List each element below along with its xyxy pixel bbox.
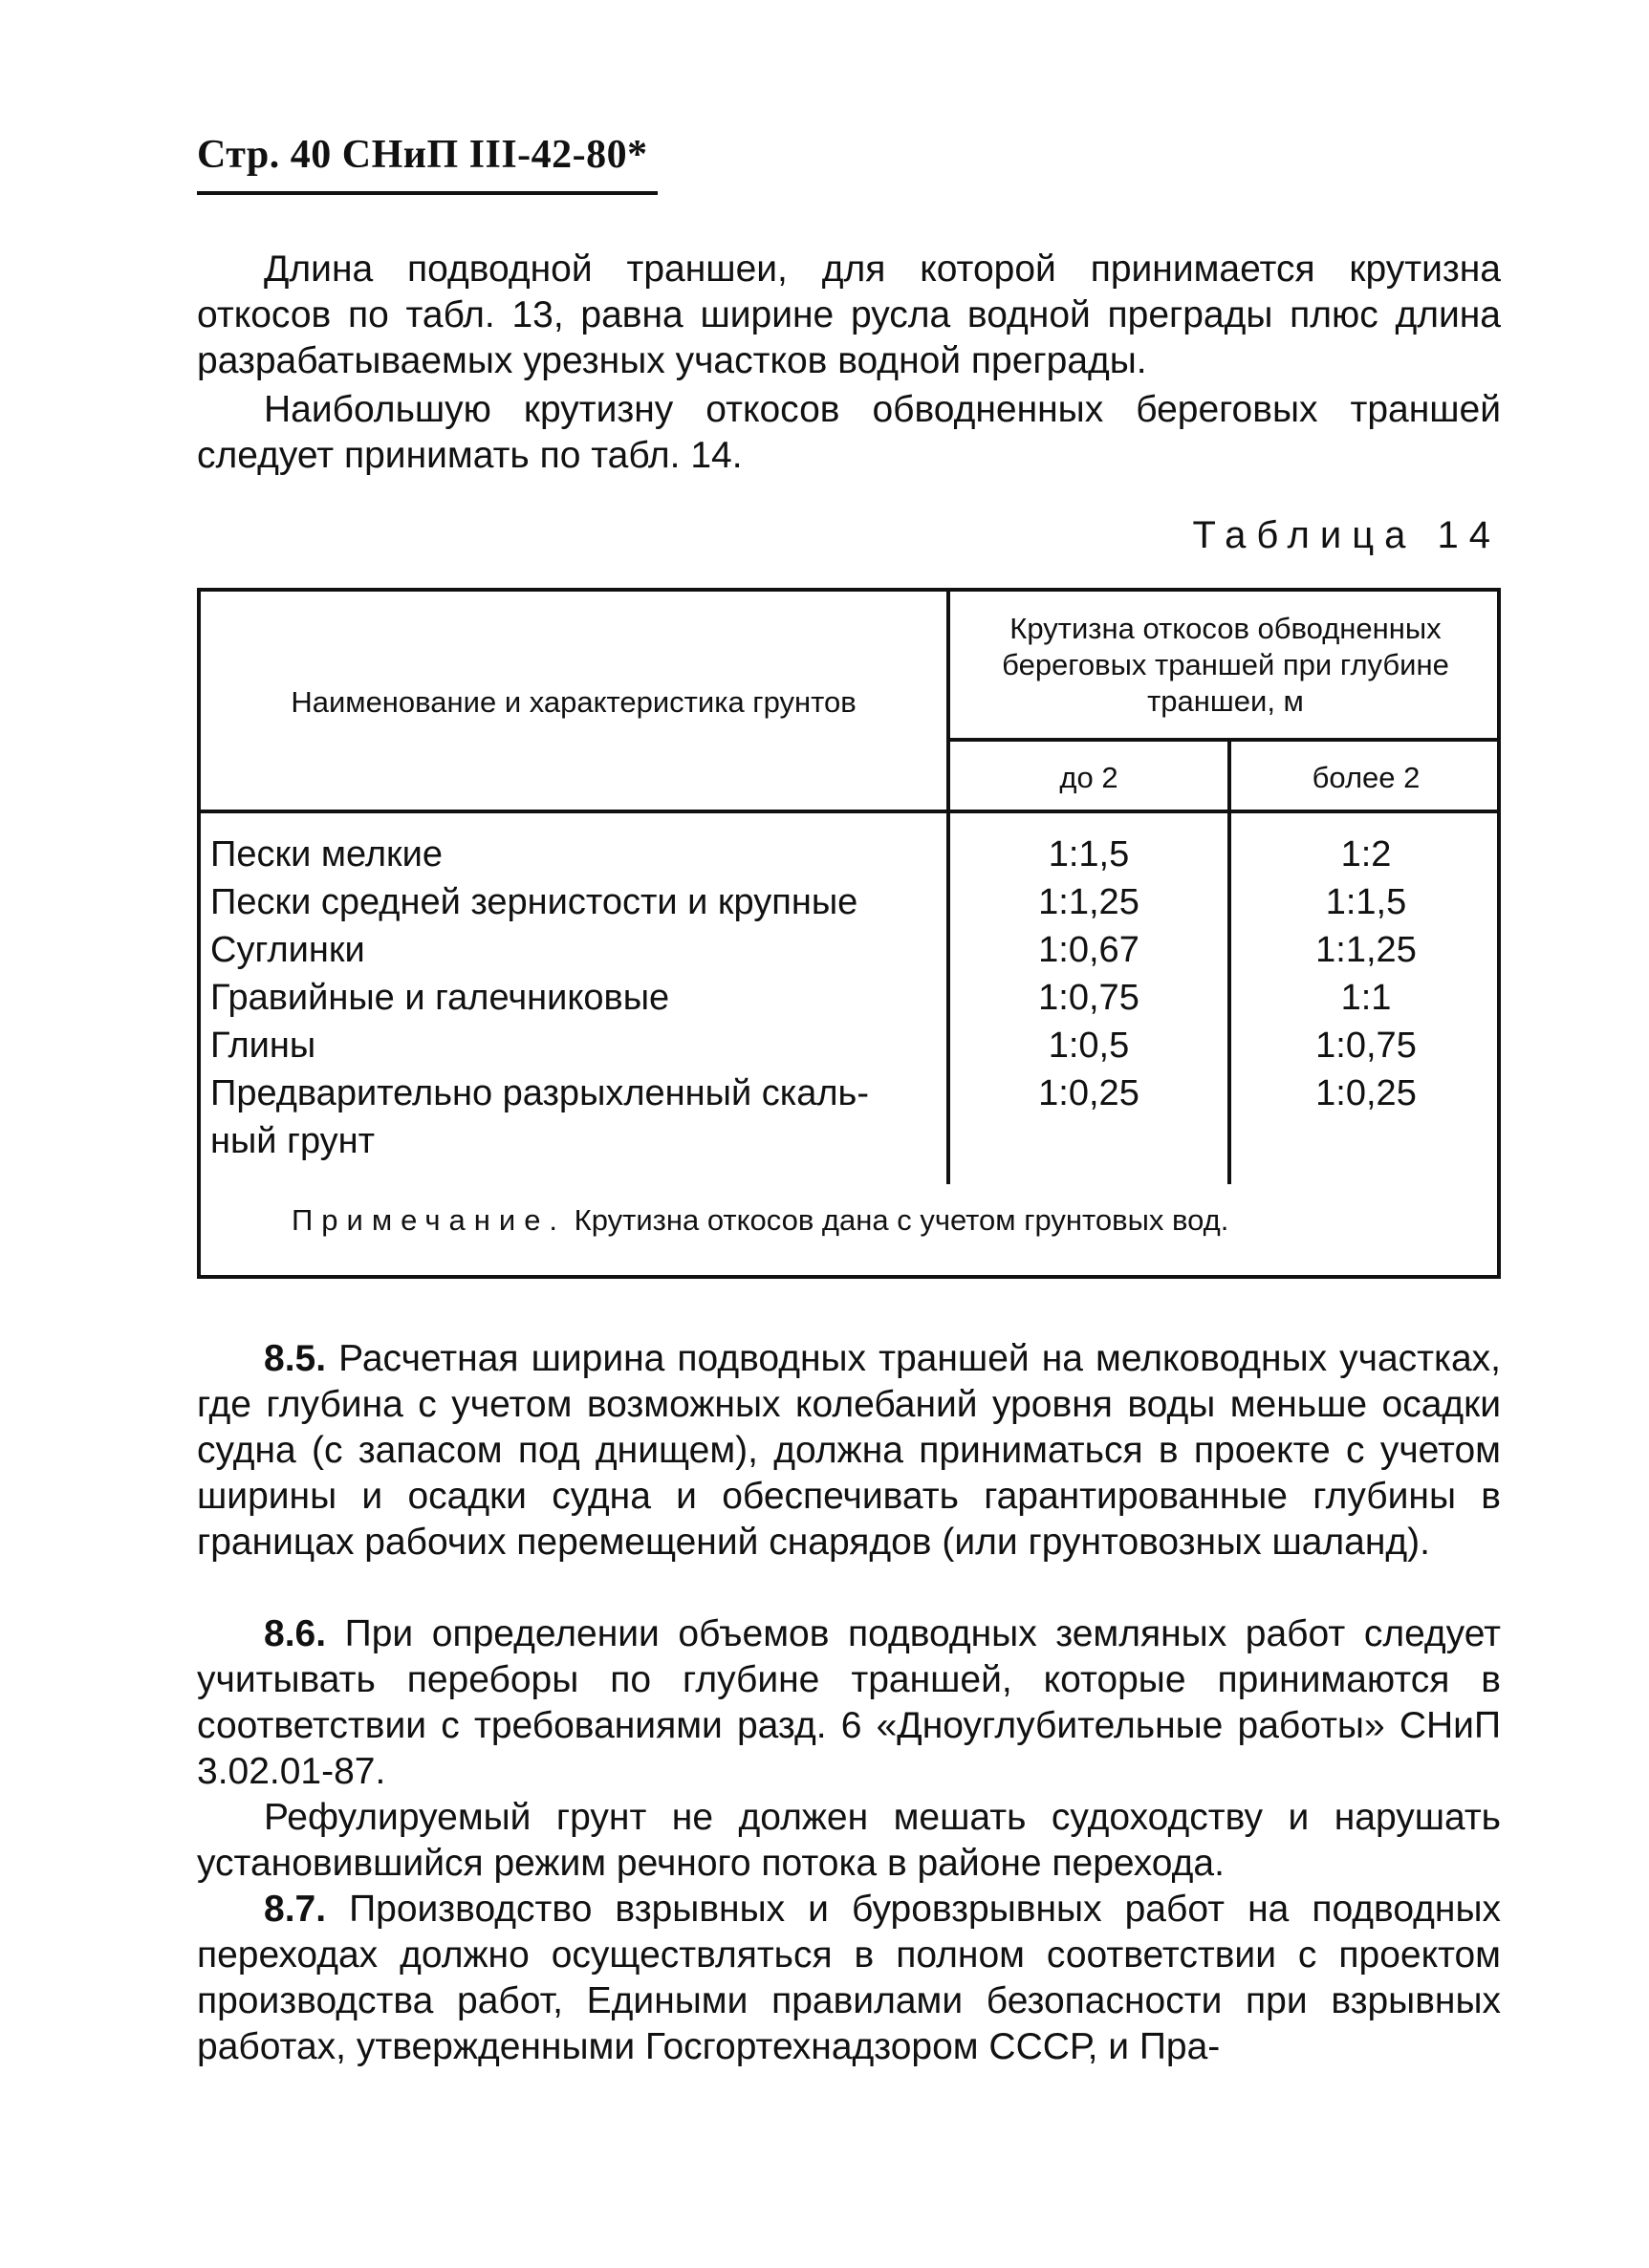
slope-over-2: 1:1,25 <box>1315 930 1417 970</box>
header-slope-text: Крутизна откосов обводненных береговых траншей при глубине траншеи, м <box>1002 611 1449 718</box>
section-8-6 <box>197 1611 1501 1795</box>
header-soil-name <box>201 592 946 813</box>
table-note <box>292 1203 1228 1238</box>
slope-up-to-2: 1:0,67 <box>1038 930 1139 970</box>
section-number: 8.6. <box>264 1613 327 1654</box>
section-text: Рефулируемый грунт не должен мешать судоходству и нарушать установившийся режим речного потока в районе перехода. <box>197 1797 1501 1884</box>
table-caption: Таблица 14 <box>1192 514 1501 556</box>
section-text: Расчетная ширина подводных траншей на мелководных участках, где глубина с учетом возможных колебаний уровня воды меньше осадки судна (с запасом под днищем), должна приниматься в проекте с учетом ширины и осадки судна и обеспечивать гарантированные глубины в границах рабочих перемещений снарядов (или грунтовозных шаланд). <box>197 1338 1501 1563</box>
section-text: Производство взрывных и буровзрывных работ на подводных переходах должно осуществляться в полном соответствии с проектом производства работ, Едиными правилами безопасности при взрывных работах, утвержденными Госгортехнадзором СССР, и Пра- <box>197 1889 1501 2067</box>
soil-name: Суглинки <box>210 930 365 970</box>
section-8-5 <box>197 1336 1501 1566</box>
header-slope <box>950 592 1501 738</box>
slope-up-to-2: 1:0,5 <box>1048 1026 1130 1066</box>
section-number: 8.5. <box>264 1338 327 1379</box>
page-header: Стр. 40 СНиП III-42-80* <box>197 133 648 177</box>
section-text: При определении объемов подводных земляных работ следует учитывать переборы по глубине траншей, которые принимаются в соответствии с требованиями разд. 6 «Дноуглубительные работы» СНиП 3.02.01-87. <box>197 1613 1501 1792</box>
header-depth-up-to-2 <box>950 742 1227 813</box>
paragraph-trench-length <box>197 247 1501 384</box>
paragraph-max-slope <box>197 387 1501 479</box>
paragraph-refulated-soil <box>197 1795 1501 1887</box>
soil-name: Гравийные и галечниковые <box>210 978 670 1018</box>
slope-over-2: 1:2 <box>1340 834 1392 875</box>
paragraph-text: Длина подводной траншеи, для которой принимается крутизна откосов по табл. 13, равна ширине русла водной преграды плюс длина разрабатываемых урезных участков водной преграды. <box>197 248 1501 381</box>
note-text: Крутизна откосов дана с учетом грунтовых вод. <box>574 1203 1229 1237</box>
note-label: Примечание. <box>292 1203 567 1237</box>
soil-name: Предварительно разрыхленный скаль- ный грунт <box>210 1073 869 1161</box>
header-rule <box>197 191 658 195</box>
header-depth-over-2-text: более 2 <box>1312 760 1421 794</box>
slope-up-to-2: 1:0,25 <box>1038 1073 1139 1113</box>
header-depth-up-to-2-text: до 2 <box>1059 760 1118 794</box>
soil-name: Глины <box>210 1026 316 1066</box>
header-depth-over-2 <box>1231 742 1501 813</box>
slope-over-2: 1:0,75 <box>1315 1026 1417 1066</box>
slope-up-to-2: 1:1,5 <box>1048 834 1130 875</box>
slope-over-2: 1:1 <box>1340 978 1392 1018</box>
slope-up-to-2: 1:1,25 <box>1038 882 1139 922</box>
section-8-7 <box>197 1887 1501 2070</box>
soil-slope-table <box>197 588 1501 1279</box>
section-number: 8.7. <box>264 1889 327 1930</box>
soil-name: Пески средней зернистости и крупные <box>210 882 858 922</box>
header-soil-name-text: Наименование и характеристика грунтов <box>291 685 857 719</box>
paragraph-text: Наибольшую крутизну откосов обводненных береговых траншей следует принимать по табл. 14. <box>197 389 1501 476</box>
slope-up-to-2: 1:0,75 <box>1038 978 1139 1018</box>
slope-over-2: 1:0,25 <box>1315 1073 1417 1113</box>
soil-name: Пески мелкие <box>210 834 444 875</box>
slope-over-2: 1:1,5 <box>1325 882 1407 922</box>
